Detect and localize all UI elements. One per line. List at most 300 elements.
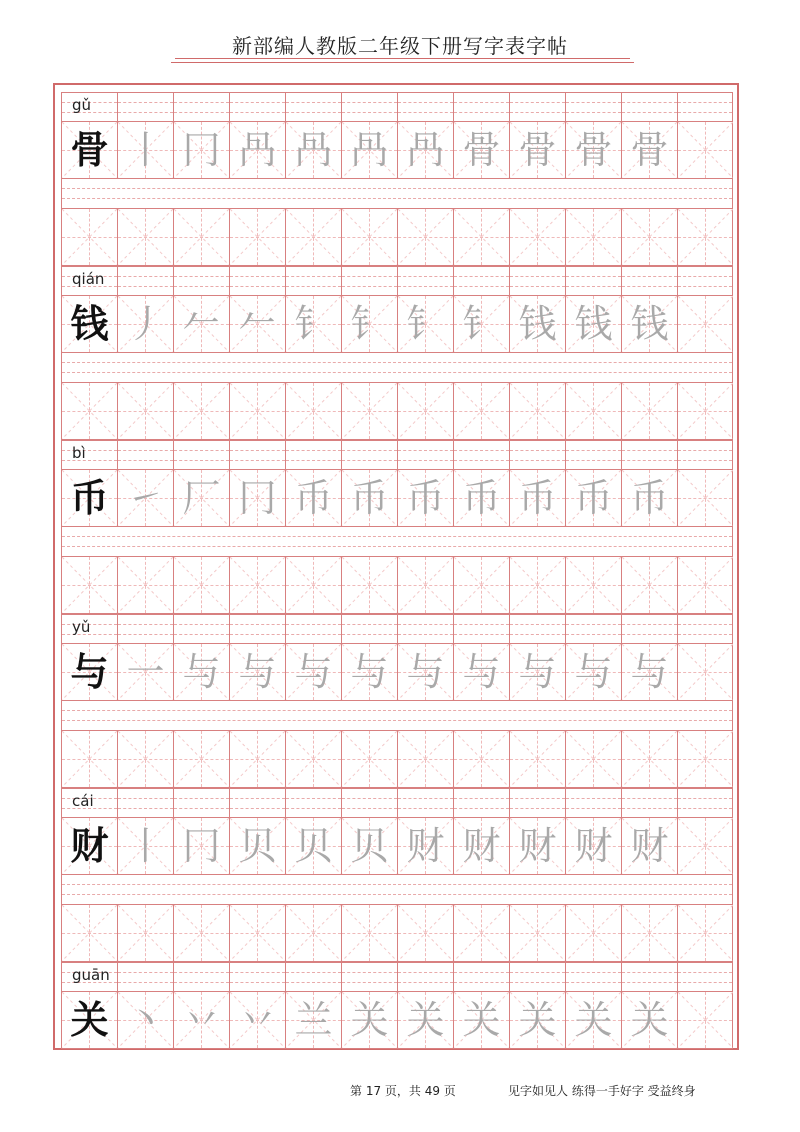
pinyin-cell (509, 92, 565, 121)
guide-line (174, 102, 229, 103)
guide-line (510, 634, 565, 635)
guide-line (62, 450, 117, 451)
diagonal-guides (678, 644, 733, 700)
tian-zi-cell[interactable] (509, 295, 565, 353)
tian-zi-cell[interactable] (117, 817, 173, 875)
guide-line (454, 624, 509, 625)
tian-zi-cell[interactable] (453, 817, 509, 875)
blank-practice-row (61, 730, 733, 788)
pinyin-cell (285, 440, 341, 469)
tian-zi-cell[interactable] (397, 730, 453, 788)
tian-zi-cell[interactable] (229, 730, 285, 788)
stroke-order-character: 冎 (238, 128, 277, 172)
pinyin-cell (229, 788, 285, 817)
tian-zi-cell[interactable] (229, 382, 285, 440)
pinyin-cell (61, 440, 117, 469)
tian-zi-cell[interactable] (61, 730, 117, 788)
tian-zi-cell[interactable] (565, 382, 621, 440)
tian-zi-cell[interactable] (621, 121, 677, 179)
pinyin-practice-row (61, 527, 733, 556)
stroke-order-character: 币 (518, 476, 557, 520)
tian-zi-cell[interactable] (677, 382, 733, 440)
tian-zi-cell[interactable] (677, 121, 733, 179)
guide-line (510, 982, 565, 983)
character-block (61, 788, 733, 962)
tian-zi-cell[interactable] (341, 730, 397, 788)
guide-line (62, 372, 732, 373)
tian-zi-cell[interactable] (621, 556, 677, 614)
diagonal-guides (342, 209, 397, 265)
pinyin-cell (285, 788, 341, 817)
stroke-order-character: 与 (462, 650, 501, 694)
tian-zi-cell[interactable] (453, 469, 509, 527)
model-character: 钱 (70, 301, 109, 346)
guide-line (566, 460, 621, 461)
stroke-order-character: 丨 (126, 128, 165, 172)
stroke-order-character: 与 (630, 650, 669, 694)
guide-line (342, 798, 397, 799)
diagonal-guides (286, 905, 341, 961)
pinyin-cell (285, 962, 341, 991)
guide-line (286, 460, 341, 461)
tian-zi-cell[interactable] (453, 991, 509, 1049)
stroke-order-character: 一 (126, 650, 165, 694)
tian-zi-cell[interactable] (397, 382, 453, 440)
stroke-order-character: 币 (630, 476, 669, 520)
tian-zi-cell[interactable] (341, 643, 397, 701)
tian-zi-cell[interactable] (173, 904, 229, 962)
tian-zi-cell[interactable] (453, 556, 509, 614)
tian-zi-cell[interactable] (509, 730, 565, 788)
tian-zi-cell[interactable] (173, 817, 229, 875)
tian-zi-cell[interactable] (61, 208, 117, 266)
diagonal-guides (678, 470, 733, 526)
diagonal-guides (286, 383, 341, 439)
tian-zi-cell[interactable] (117, 208, 173, 266)
guide-line (454, 808, 509, 809)
diagonal-guides (286, 731, 341, 787)
tian-zi-cell[interactable] (621, 643, 677, 701)
pinyin-cell (61, 614, 117, 643)
tian-zi-cell[interactable] (341, 904, 397, 962)
tian-zi-cell[interactable] (621, 295, 677, 353)
guide-line (230, 286, 285, 287)
pinyin-cell (565, 614, 621, 643)
diagonal-guides (342, 731, 397, 787)
title-rule (171, 62, 634, 63)
tian-zi-cell[interactable] (677, 208, 733, 266)
tian-zi-cell[interactable] (621, 469, 677, 527)
tian-zi-cell[interactable] (173, 469, 229, 527)
pinyin-label: cái (72, 792, 94, 810)
pinyin-row (61, 614, 733, 643)
tian-zi-cell[interactable] (621, 208, 677, 266)
tian-zi-cell[interactable] (509, 469, 565, 527)
pinyin-cell (61, 266, 117, 295)
tian-zi-cell[interactable] (565, 730, 621, 788)
diagonal-guides (398, 731, 453, 787)
tian-zi-cell[interactable] (621, 382, 677, 440)
pinyin-cell (341, 440, 397, 469)
guide-line (566, 112, 621, 113)
guide-line (62, 460, 117, 461)
tian-zi-cell[interactable] (509, 208, 565, 266)
character-row (61, 991, 733, 1049)
guide-line (286, 624, 341, 625)
guide-line (566, 276, 621, 277)
tian-zi-cell[interactable] (565, 643, 621, 701)
tian-zi-cell[interactable] (453, 904, 509, 962)
tian-zi-cell[interactable] (509, 121, 565, 179)
guide-line (342, 286, 397, 287)
diagonal-guides (398, 557, 453, 613)
tian-zi-cell[interactable] (173, 295, 229, 353)
pinyin-cell (509, 266, 565, 295)
tian-zi-cell[interactable] (341, 469, 397, 527)
tian-zi-cell[interactable] (341, 121, 397, 179)
diagonal-guides (678, 731, 733, 787)
tian-zi-cell[interactable] (285, 121, 341, 179)
tian-zi-cell[interactable] (677, 556, 733, 614)
pinyin-cell (621, 92, 677, 121)
guide-line (62, 710, 732, 711)
tian-zi-cell[interactable] (173, 991, 229, 1049)
tian-zi-cell[interactable] (621, 904, 677, 962)
tian-zi-cell[interactable] (229, 121, 285, 179)
tian-zi-cell[interactable] (229, 991, 285, 1049)
tian-zi-cell[interactable] (397, 904, 453, 962)
guide-line (174, 624, 229, 625)
diagonal-guides (230, 905, 285, 961)
tian-zi-cell[interactable] (229, 643, 285, 701)
pinyin-cell (341, 962, 397, 991)
pinyin-cell (117, 962, 173, 991)
diagonal-guides (286, 557, 341, 613)
pinyin-cell (173, 92, 229, 121)
stroke-order-character: 与 (350, 650, 389, 694)
pinyin-practice-row (61, 875, 733, 904)
tian-zi-cell[interactable] (285, 643, 341, 701)
tian-zi-cell[interactable] (285, 469, 341, 527)
guide-line (286, 972, 341, 973)
tian-zi-cell[interactable] (677, 469, 733, 527)
guide-line (342, 808, 397, 809)
guide-line (230, 450, 285, 451)
guide-line (174, 112, 229, 113)
tian-zi-cell[interactable] (285, 991, 341, 1049)
guide-line (118, 276, 173, 277)
guide-line (622, 112, 677, 113)
stroke-order-character: 与 (518, 650, 557, 694)
tian-zi-cell[interactable] (621, 730, 677, 788)
pinyin-cell (453, 266, 509, 295)
guide-line (62, 188, 732, 189)
guide-line (62, 362, 732, 363)
tian-zi-cell[interactable] (677, 730, 733, 788)
guide-line (454, 634, 509, 635)
stroke-order-character: 丷 (238, 998, 277, 1042)
stroke-order-character: 丿 (126, 302, 165, 346)
tian-zi-cell[interactable] (397, 295, 453, 353)
tian-zi-cell[interactable] (117, 643, 173, 701)
pinyin-cell (117, 92, 173, 121)
stroke-order-character: 钅 (406, 302, 445, 346)
pinyin-label: gǔ (72, 96, 92, 114)
diagonal-guides (510, 557, 565, 613)
tian-zi-cell[interactable] (509, 817, 565, 875)
diagonal-guides (118, 905, 173, 961)
diagonal-guides (454, 557, 509, 613)
stroke-order-character: 币 (462, 476, 501, 520)
pinyin-row (61, 788, 733, 817)
guide-line (286, 982, 341, 983)
tian-zi-cell[interactable] (341, 817, 397, 875)
pinyin-practice-row (61, 701, 733, 730)
diagonal-guides (62, 905, 117, 961)
tian-zi-cell[interactable] (61, 121, 117, 179)
tian-zi-cell[interactable] (509, 556, 565, 614)
tian-zi-cell[interactable] (453, 730, 509, 788)
blank-practice-row (61, 382, 733, 440)
guide-line (510, 276, 565, 277)
guide-line (622, 808, 677, 809)
pinyin-cell (341, 92, 397, 121)
guide-line (230, 460, 285, 461)
diagonal-guides (510, 209, 565, 265)
diagonal-guides (510, 383, 565, 439)
tian-zi-cell[interactable] (285, 904, 341, 962)
tian-zi-cell[interactable] (397, 469, 453, 527)
diagonal-guides (678, 383, 733, 439)
tian-zi-cell[interactable] (117, 382, 173, 440)
diagonal-guides (454, 209, 509, 265)
tian-zi-cell[interactable] (61, 556, 117, 614)
guide-line (230, 982, 285, 983)
tian-zi-cell[interactable] (173, 382, 229, 440)
diagonal-guides (286, 209, 341, 265)
guide-line (230, 624, 285, 625)
diagonal-guides (342, 383, 397, 439)
tian-zi-cell[interactable] (173, 121, 229, 179)
tian-zi-cell[interactable] (285, 817, 341, 875)
stroke-order-character: 币 (574, 476, 613, 520)
tian-zi-cell[interactable] (117, 469, 173, 527)
guide-line (398, 798, 453, 799)
stroke-order-character: 丶 (126, 998, 165, 1042)
character-row (61, 469, 733, 527)
stroke-order-character: 财 (574, 824, 613, 868)
guide-line (342, 982, 397, 983)
guide-line (566, 972, 621, 973)
tian-zi-cell[interactable] (509, 904, 565, 962)
guide-line (174, 972, 229, 973)
pinyin-cell (453, 614, 509, 643)
tian-zi-cell[interactable] (397, 556, 453, 614)
tian-zi-cell[interactable] (61, 382, 117, 440)
tian-zi-cell[interactable] (453, 208, 509, 266)
tian-zi-cell[interactable] (565, 469, 621, 527)
stroke-order-character: 钱 (574, 302, 613, 346)
tian-zi-cell[interactable] (285, 556, 341, 614)
pinyin-cell (621, 788, 677, 817)
tian-zi-cell[interactable] (677, 817, 733, 875)
tian-zi-cell[interactable] (173, 643, 229, 701)
diagonal-guides (622, 905, 677, 961)
tian-zi-cell[interactable] (61, 904, 117, 962)
guide-line (510, 112, 565, 113)
tian-zi-cell[interactable] (341, 382, 397, 440)
diagonal-guides (678, 296, 733, 352)
diagonal-guides (118, 209, 173, 265)
tian-zi-cell[interactable] (229, 904, 285, 962)
tian-zi-cell[interactable] (397, 817, 453, 875)
guide-line (566, 624, 621, 625)
guide-line (286, 798, 341, 799)
tian-zi-cell[interactable] (229, 295, 285, 353)
stroke-order-character: 币 (294, 476, 333, 520)
tian-zi-cell[interactable] (117, 991, 173, 1049)
tian-zi-cell[interactable] (117, 121, 173, 179)
tian-zi-cell[interactable] (117, 556, 173, 614)
guide-line (398, 286, 453, 287)
guide-line (566, 982, 621, 983)
tian-zi-cell[interactable] (61, 817, 117, 875)
stroke-order-character: 财 (630, 824, 669, 868)
blank-practice-row (61, 904, 733, 962)
tian-zi-cell[interactable] (453, 643, 509, 701)
tian-zi-cell[interactable] (565, 121, 621, 179)
tian-zi-cell[interactable] (565, 991, 621, 1049)
tian-zi-cell[interactable] (509, 382, 565, 440)
tian-zi-cell[interactable] (61, 643, 117, 701)
tian-zi-cell[interactable] (565, 556, 621, 614)
stroke-order-character: 关 (574, 998, 613, 1042)
tian-zi-cell[interactable] (397, 121, 453, 179)
guide-line (622, 624, 677, 625)
tian-zi-cell[interactable] (677, 904, 733, 962)
tian-zi-cell[interactable] (509, 643, 565, 701)
pinyin-cell (677, 92, 733, 121)
diagonal-guides (566, 731, 621, 787)
guide-line (454, 460, 509, 461)
diagonal-guides (622, 383, 677, 439)
tian-zi-cell[interactable] (285, 295, 341, 353)
tian-zi-cell[interactable] (341, 991, 397, 1049)
stroke-order-character: ㇀ (126, 476, 165, 520)
stroke-order-character: 财 (406, 824, 445, 868)
tian-zi-cell[interactable] (621, 991, 677, 1049)
tian-zi-cell[interactable] (677, 295, 733, 353)
tian-zi-cell[interactable] (341, 295, 397, 353)
tian-zi-cell[interactable] (397, 991, 453, 1049)
guide-line (174, 286, 229, 287)
diagonal-guides (398, 383, 453, 439)
guide-line (566, 286, 621, 287)
guide-line (566, 634, 621, 635)
tian-zi-cell[interactable] (397, 208, 453, 266)
pinyin-cell (285, 614, 341, 643)
diagonal-guides (118, 731, 173, 787)
tian-zi-cell[interactable] (173, 556, 229, 614)
pinyin-cell (117, 266, 173, 295)
pinyin-label: bì (72, 444, 86, 462)
stroke-order-character: 𠂉 (182, 302, 221, 346)
guide-line (286, 102, 341, 103)
tian-zi-cell[interactable] (397, 643, 453, 701)
pinyin-cell (509, 614, 565, 643)
tian-zi-cell[interactable] (173, 730, 229, 788)
tian-zi-cell[interactable] (509, 991, 565, 1049)
stroke-order-character: 厂 (182, 476, 221, 520)
guide-line (118, 808, 173, 809)
diagonal-guides (678, 818, 733, 874)
tian-zi-cell[interactable] (61, 295, 117, 353)
character-block (61, 614, 733, 788)
guide-line (62, 884, 732, 885)
diagonal-guides (678, 992, 733, 1048)
guide-line (118, 624, 173, 625)
guide-line (454, 798, 509, 799)
tian-zi-cell[interactable] (285, 382, 341, 440)
model-character: 关 (70, 997, 109, 1042)
stroke-order-character: 关 (350, 998, 389, 1042)
stroke-order-character: 钅 (350, 302, 389, 346)
tian-zi-cell[interactable] (173, 208, 229, 266)
guide-line (62, 198, 732, 199)
stroke-order-character: 财 (462, 824, 501, 868)
guide-line (174, 450, 229, 451)
tian-zi-cell[interactable] (341, 208, 397, 266)
tian-zi-cell[interactable] (61, 991, 117, 1049)
tian-zi-cell[interactable] (117, 295, 173, 353)
pinyin-cell (565, 92, 621, 121)
tian-zi-cell[interactable] (565, 904, 621, 962)
tian-zi-cell[interactable] (621, 817, 677, 875)
tian-zi-cell[interactable] (565, 295, 621, 353)
tian-zi-cell[interactable] (453, 295, 509, 353)
guide-line (454, 286, 509, 287)
tian-zi-cell[interactable] (453, 121, 509, 179)
tian-zi-cell[interactable] (229, 556, 285, 614)
tian-zi-cell[interactable] (229, 469, 285, 527)
guide-line (510, 972, 565, 973)
tian-zi-cell[interactable] (229, 208, 285, 266)
tian-zi-cell[interactable] (117, 904, 173, 962)
stroke-order-character: 冂 (238, 476, 277, 520)
tian-zi-cell[interactable] (285, 730, 341, 788)
guide-line (62, 720, 732, 721)
stroke-order-character: 币 (406, 476, 445, 520)
diagonal-guides (454, 905, 509, 961)
character-block (61, 962, 733, 1049)
tian-zi-cell[interactable] (229, 817, 285, 875)
tian-zi-cell[interactable] (565, 208, 621, 266)
tian-zi-cell[interactable] (117, 730, 173, 788)
tian-zi-cell[interactable] (565, 817, 621, 875)
guide-line (286, 286, 341, 287)
guide-line (678, 808, 732, 809)
tian-zi-cell[interactable] (453, 382, 509, 440)
tian-zi-cell[interactable] (677, 991, 733, 1049)
diagonal-guides (174, 209, 229, 265)
tian-zi-cell[interactable] (341, 556, 397, 614)
pinyin-cell (565, 788, 621, 817)
tian-zi-cell[interactable] (285, 208, 341, 266)
tian-zi-cell[interactable] (677, 643, 733, 701)
guide-line (678, 460, 732, 461)
guide-line (510, 286, 565, 287)
tian-zi-cell[interactable] (61, 469, 117, 527)
